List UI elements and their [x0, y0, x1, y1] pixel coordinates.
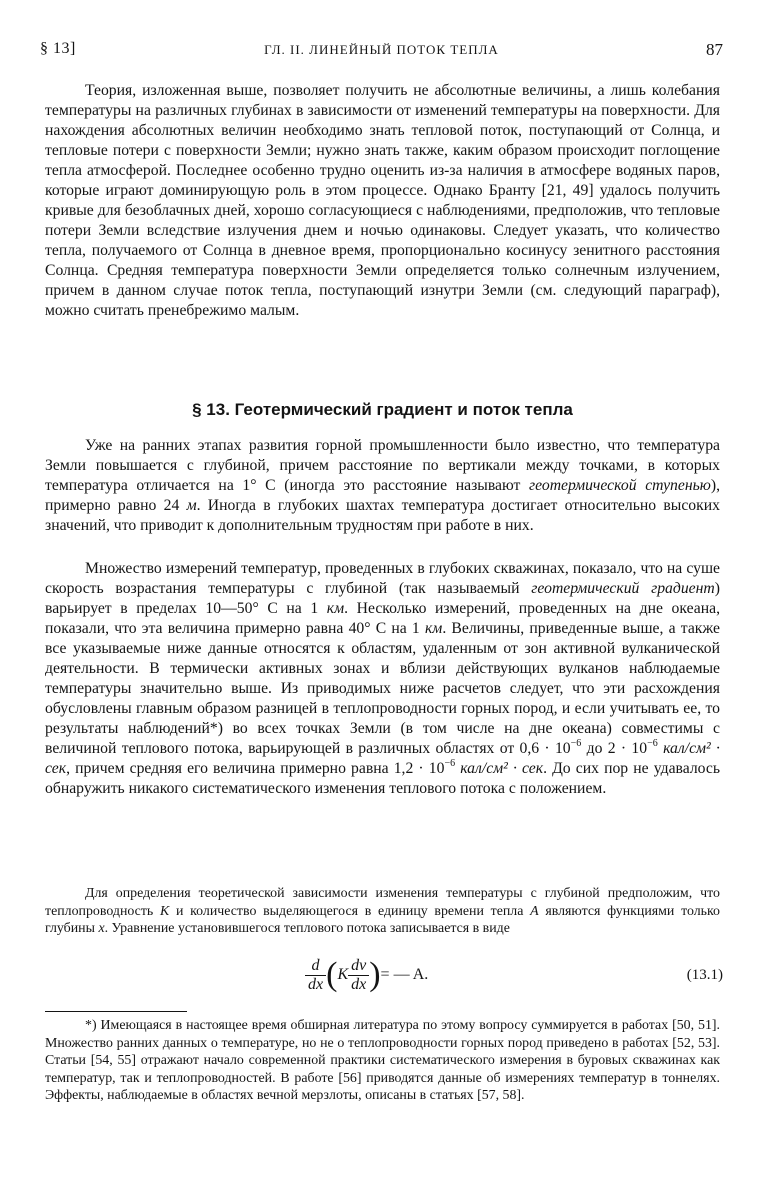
unit-heat-flux: кал/см² · сек — [455, 760, 544, 777]
paragraph-theory-setup — [45, 885, 720, 938]
fraction-dv-dx — [348, 957, 369, 994]
unit-km: км — [326, 600, 345, 617]
equation-13-1 — [0, 955, 768, 1001]
paragraph-geothermal-step — [45, 436, 720, 536]
paragraph-geothermal-step-text — [45, 436, 720, 536]
variable-k: K — [159, 903, 170, 919]
text-run: . Несколько измерений, проведенных на дне океана, показали, что эта величина примерно равна 40° C на 1 — [45, 600, 720, 637]
variable-x: x — [98, 921, 105, 936]
text-run: , причем средняя его величина примерно равна 1,2 · 10 — [66, 760, 445, 777]
fraction-denominator: dx — [351, 975, 367, 993]
section-heading: § 13. Геотермический градиент и поток тепла — [192, 400, 573, 419]
paragraph-geothermal-gradient-text — [45, 559, 720, 799]
fraction-d-dx — [305, 957, 326, 994]
unit-heat-flux: кал/см² · сек — [45, 740, 720, 777]
footnote-divider — [45, 1011, 187, 1012]
text-run: . До сих пор не удавалось обнаружить никакого систематического изменения теплового потока с положением. — [45, 760, 721, 797]
text-run: . Иногда в глубоких шахтах температура достигает относительно высоких значений, что приводит к дополнительным трудностям при работе в них. — [45, 497, 721, 534]
text-run: являются функциями только глубины — [45, 903, 720, 936]
text-run: Уже на ранних этапах развития горной промышленности было известно, что температура Земли повышается с глубиной, причем расстояние по вертикали между точками, в которых температура отличается на 1° C (иногда это расстояние называют — [45, 437, 720, 494]
running-head — [40, 40, 723, 64]
unit-km: км — [424, 620, 443, 637]
fraction-denominator: dx — [308, 975, 324, 993]
paragraph-intro-text: Теория, изложенная выше, позволяет получить не абсолютные величины, а лишь колебания температуры на различных глубинах в зависимости от изменений температуры на поверхности. Для нахождения абсолютных величин необходимо знать тепловой поток, поступающий от Солнца, и тепловые потери с поверхности Земли; нужно знать также, каким образом происходит поглощение тепла атмосферой. Последнее особенно трудно оценить из-за наличия в атмосфере водяных паров, которые играют доминирующую роль в этом процессе. Однако Бранту [21, 49] удалось получить кривые для безоблачных дней, хорошо согласующиеся с наблюдениями, предположив, что тепловые потери Земли вследствие излучения днем и ночью одинаковы. Следует указать, что количество тепла, получаемого от Солнца в дневное время, пропорционально косинусу зенитного расстояния Солнца. Средняя температура поверхности Земли определяется только солнечным излучением, причем в данном случае поток тепла, поступающий изнутри Земли (см. следующий параграф), можно считать пренебрежимо малым. — [45, 82, 720, 319]
equation-rhs: = — A. — [380, 966, 429, 983]
exponent: −6 — [444, 758, 456, 769]
text-run: . Величины, приведенные выше, а также все указываемые ниже данные относятся к областям, удаленным от зон активной вулканической деятельности. В термически активных зонах и вблизи действующих вулканов наблюдаемые температуры значительно выше. Из приводимых ниже расчетов следует, что эти расхождения обусловлены главным образом разницей в теплопроводности горных пород, и если учитывать ее, то результаты наблюдений*) во всех точках Земли (в том числе на дне океана) совместимы с величиной теплового потока, варьирующей в различных областях от 0,6 · 10 — [45, 620, 720, 757]
text-run: Для определения теоретической зависимости изменения температуры с глубиной предположим, что теплопроводность — [45, 886, 720, 919]
equation-number: (13.1) — [686, 967, 723, 983]
unit-meter: м — [186, 497, 197, 514]
text-run: до 2 · 10 — [581, 740, 648, 757]
text-run: и количество выделяющегося в единицу времени тепла — [169, 903, 531, 919]
variable-k: K — [337, 966, 349, 983]
footnote — [45, 1017, 720, 1105]
exponent: −6 — [647, 738, 658, 749]
equation-body — [305, 955, 428, 1001]
text-run: ), примерно равно 24 — [45, 477, 720, 514]
text-run: ) варьирует в пределах 10—50° C на 1 — [45, 580, 720, 617]
header-section: § 13] — [40, 40, 76, 57]
exponent: −6 — [570, 738, 582, 749]
text-run: . Уравнение установившегося теплового потока записывается в виде — [104, 921, 510, 936]
paragraph-intro — [45, 81, 720, 321]
header-chapter-title: ГЛ. II. ЛИНЕЙНЫЙ ПОТОК ТЕПЛА — [264, 42, 499, 57]
variable-a: A — [530, 903, 539, 919]
fraction-numerator: dv — [348, 957, 369, 976]
fraction-numerator: d — [305, 957, 326, 976]
term-geothermal-gradient: геотермический градиент — [531, 580, 715, 597]
term-geothermal-step: геотермической ступенью — [529, 477, 711, 494]
text-run: Множество измерений температур, проведенных в глубоких скважинах, показало, что на суше скорость возрастания температуры с глубиной (так называемый — [45, 560, 720, 597]
page-number: 87 — [706, 40, 723, 59]
left-paren: ( — [326, 956, 338, 993]
paragraph-theory-setup-text — [45, 885, 720, 938]
footnote-text: *) Имеющаяся в настоящее время обширная литература по этому вопросу суммируется в работах [50, 51]. Множество ранних данных о температуре, но не о теплопроводности горных пород приведено в работах [52, 53]. Статьи [54, 55] отражают начало современной практики систематического измерения в буровых скважинах как температур, так и теплопроводностей. В работе [56] приводятся данные об измерениях температур в тоннелях. Эффекты, наблюдаемые в областях вечной мерзлоты, описаны в статьях [57, 58]. — [45, 1018, 720, 1103]
right-paren: ) — [369, 956, 381, 993]
paragraph-geothermal-gradient — [45, 559, 720, 799]
